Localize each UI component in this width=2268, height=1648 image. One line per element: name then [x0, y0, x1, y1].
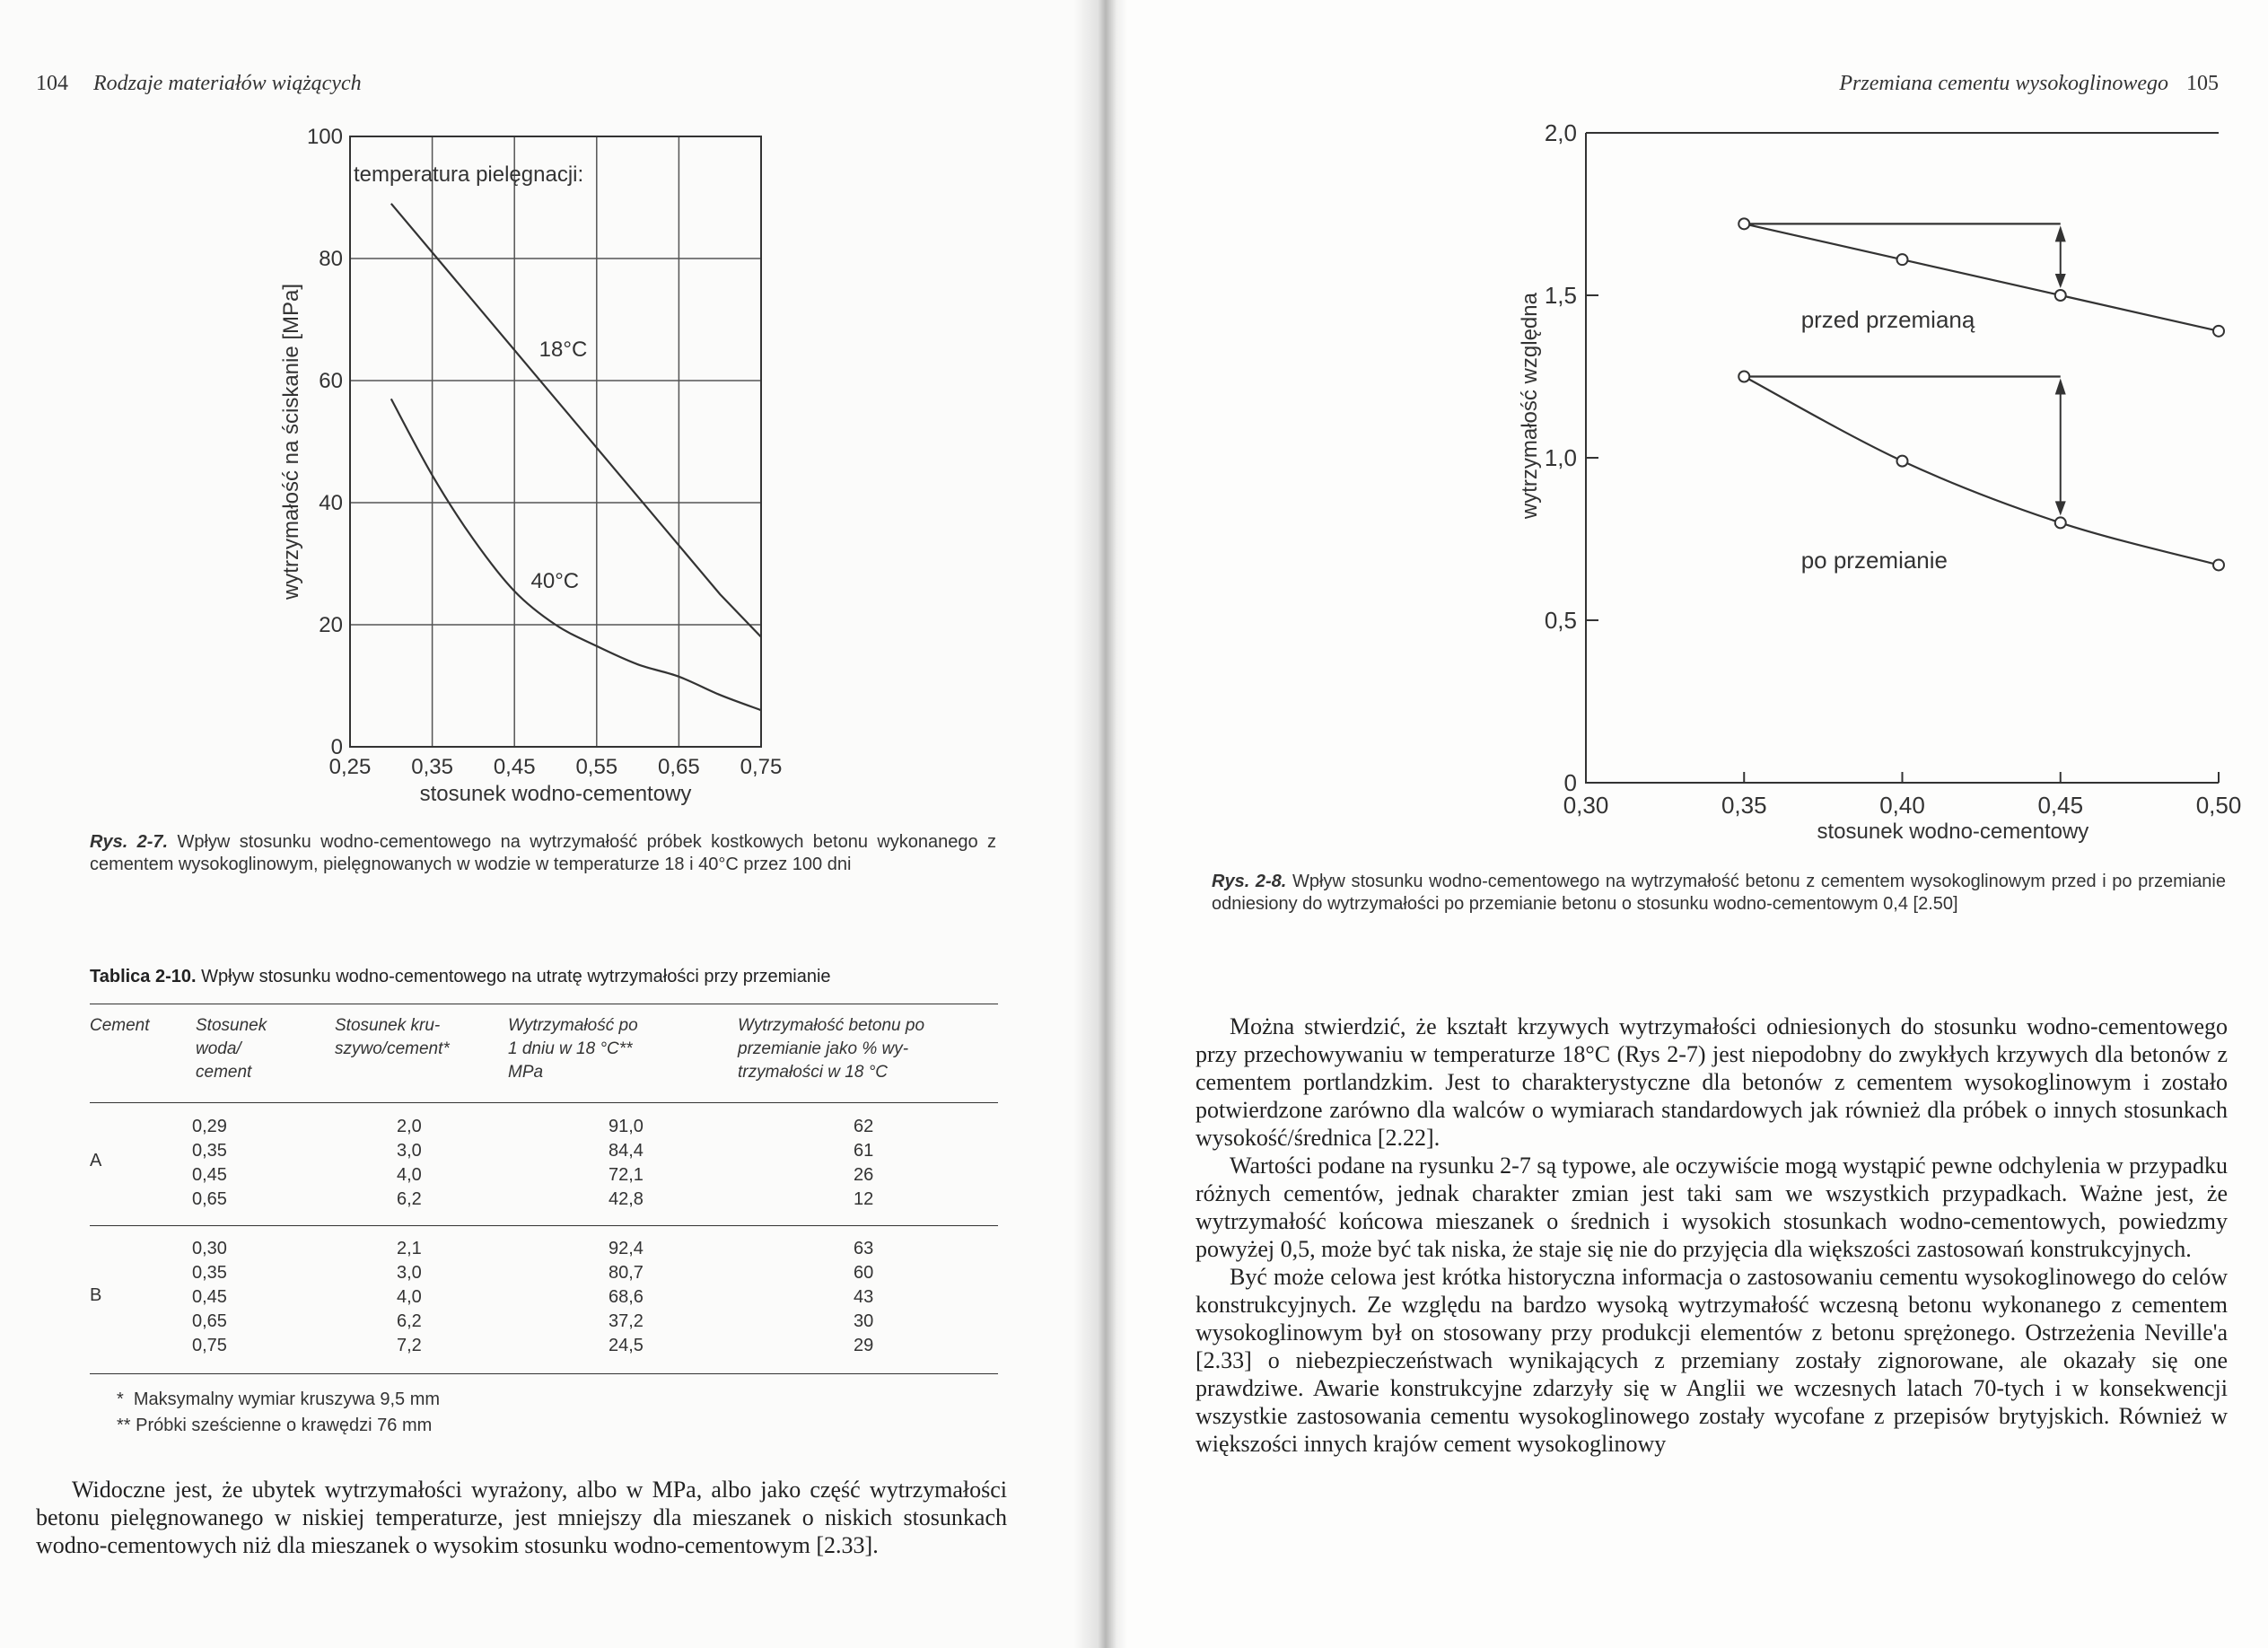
col-ac: [397, 1237, 422, 1358]
cell-value: 72,1: [609, 1165, 644, 1185]
th-after-line: trzymałości w 18 °C: [738, 1063, 889, 1082]
f7-y-tick-label: 20: [319, 613, 343, 637]
th-wc-line: Stosunek: [196, 1016, 267, 1035]
table-bottom-rule: [90, 1373, 998, 1374]
f8-point-before: [2213, 326, 2224, 337]
cell-value: 30: [854, 1311, 874, 1331]
figure-2-7-caption-text: Wpływ stosunku wodno-cementowego na wytrzymałość próbek kostkowych betonu wykonanego z cementem wysokoglinowym, pielęgnowanych w wodzie w temperaturze 18 i 40°C przez 100 dni: [90, 832, 997, 874]
cell-value: 24,5: [609, 1336, 644, 1355]
table-2-10-title-text: Wpływ stosunku wodno-cementowego na utratę wytrzymałości przy przemianie: [201, 967, 831, 986]
col-wc: [192, 1115, 227, 1212]
f7-y-ticks: [307, 125, 343, 759]
cell-cement: B: [90, 1285, 102, 1305]
cell-value: 2,1: [397, 1239, 422, 1258]
th-wc-line: woda/: [196, 1039, 241, 1058]
f7-y-axis-label: wytrzymałość na ściskanie [MPa]: [279, 283, 303, 600]
left-page-header: [36, 72, 362, 96]
cell-value: 61: [854, 1141, 874, 1161]
f8-arrowhead-up: [2055, 379, 2066, 395]
f8-point-after: [1897, 456, 1908, 467]
th-after-line: przemianie jako % wy-: [738, 1039, 909, 1058]
cell-value: 3,0: [397, 1263, 422, 1283]
f7-x-tick-label: 0,75: [740, 755, 783, 779]
col-after: [854, 1237, 873, 1358]
cell-value: 0,45: [192, 1287, 227, 1307]
cell-value: 0,65: [192, 1189, 227, 1209]
figure-2-7-chart: [251, 117, 826, 817]
cell-value: 7,2: [397, 1336, 422, 1355]
cell-value: 62: [854, 1117, 874, 1136]
th-ac-line: szywo/cement*: [335, 1039, 450, 1058]
f8-x-tick-label: 0,30: [1563, 792, 1609, 819]
th-after: [738, 1014, 924, 1084]
f7-y-tick-label: 60: [319, 369, 343, 393]
cell-value: 0,65: [192, 1311, 227, 1331]
table-header-rule: [90, 1102, 998, 1103]
f8-y-tick-label: 0: [1563, 769, 1577, 796]
figure-2-8-caption: [1212, 871, 2226, 916]
f8-arrowhead-down: [2055, 274, 2066, 288]
col-strength: [609, 1237, 644, 1358]
page-number-right: 105: [2186, 72, 2219, 95]
right-body-text: [1195, 1012, 2228, 1458]
f8-y-tick-label: 0,5: [1544, 607, 1577, 634]
th-ac: [335, 1014, 450, 1061]
cell-value: 4,0: [397, 1287, 422, 1307]
f8-x-tick-label: 0,35: [1721, 792, 1767, 819]
f7-x-tick-label: 0,45: [493, 755, 536, 779]
f8-x-tick-label: 0,50: [2195, 792, 2242, 819]
cell-value: 63: [854, 1239, 874, 1258]
f8-series: [1586, 133, 2224, 570]
f7-y-tick-label: 0: [330, 735, 343, 759]
f7-x-ticks: [329, 755, 783, 779]
f8-y-tick-label: 2,0: [1544, 119, 1577, 146]
f8-y-axis-label: wytrzymałość względna: [1518, 293, 1542, 520]
book-gutter-shadow: [1073, 0, 1127, 1648]
th-strength: [508, 1014, 638, 1084]
cell-value: 43: [854, 1287, 874, 1307]
f8-y-ticks: [1545, 119, 1598, 796]
f7-label-18c: 18°C: [539, 337, 588, 362]
f8-point-before: [2055, 290, 2066, 301]
f7-series-40c-line: [391, 399, 761, 710]
cell-value: 60: [854, 1263, 874, 1283]
f8-y-tick-label: 1,0: [1544, 444, 1577, 471]
f7-x-tick-label: 0,25: [328, 755, 372, 779]
f8-x-tick-label: 0,45: [2037, 792, 2084, 819]
f8-point-after: [2213, 559, 2224, 570]
footnote-1: * Maksymalny wymiar kruszywa 9,5 mm: [117, 1389, 441, 1409]
cell-value: 26: [854, 1165, 874, 1185]
running-title-right: Przemiana cementu wysokoglinowego: [1839, 72, 2168, 95]
cell-value: 91,0: [609, 1117, 644, 1136]
f8-x-axis-label: stosunek wodno-cementowy: [1817, 820, 2089, 844]
cell-value: 42,8: [609, 1189, 644, 1209]
cell-value: 37,2: [609, 1311, 644, 1331]
f8-point-before: [1738, 218, 1749, 229]
right-paragraph-1: Można stwierdzić, że kształt krzywych wytrzymałości odniesionych do stosunku wodno-cementowego przy przechowywaniu w temperaturze 18°C (Rys 2-7) jest niepodobny do zwykłych krzywych dla betonów z cementem portlandzkim. Jest to charakterystyczne dla betonów z cementem wysokoglinowym i zostało potwierdzone zarówno dla walców o wymiarach standardowych jak również dla próbek o innych stosunkach wysokość/średnica [2.22].: [1195, 1013, 2228, 1151]
left-page: [0, 0, 1097, 1648]
f7-legend-title: temperatura pielęgnacji:: [354, 162, 584, 187]
th-strength-line: Wytrzymałość po: [508, 1016, 638, 1035]
cell-value: 6,2: [397, 1311, 422, 1331]
f7-series: [391, 204, 761, 710]
cell-value: 0,35: [192, 1263, 227, 1283]
cell-value: 0,75: [192, 1336, 227, 1355]
th-strength-line: MPa: [508, 1063, 544, 1082]
cell-value: 0,45: [192, 1165, 227, 1185]
cell-value: 0,35: [192, 1141, 227, 1161]
cell-cement: A: [90, 1151, 102, 1170]
cell-value: 2,0: [397, 1117, 422, 1136]
right-page: [1097, 0, 2268, 1648]
footnote-2: ** Próbki sześcienne o krawędzi 76 mm: [117, 1416, 433, 1435]
col-wc: [192, 1237, 227, 1358]
col-after: [854, 1115, 873, 1212]
table-2-10-label: Tablica 2-10.: [90, 967, 197, 986]
th-wc-line: cement: [196, 1063, 252, 1082]
cell-value: 92,4: [609, 1239, 644, 1258]
f7-label-40c: 40°C: [530, 569, 580, 594]
th-after-line: Wytrzymałość betonu po: [738, 1016, 925, 1035]
cell-value: 3,0: [397, 1141, 422, 1161]
right-paragraph-2: Wartości podane na rysunku 2-7 są typowe, ale oczywiście mogą wystąpić pewne odchylenia w przypadku różnych cementów, jednak charakter zmian jest taki sam we wszystkich przypadkach. Ważne jest, że wytrzymałość końcowa mieszanek o średnich i wysokich stosunkach wodno-cementowych, powiedzmy powyżej 0,5, może być tak niska, że staje się nie do przyjęcia dla większości zastosowań konstrukcyjnych.: [1195, 1153, 2228, 1262]
f7-x-axis-label: stosunek wodno-cementowy: [419, 782, 692, 806]
f8-label-after: po przemianie: [1800, 547, 1948, 574]
f8-label-before: przed przemianą: [1800, 306, 1975, 334]
f8-arrowhead-down: [2055, 501, 2066, 515]
cell-value: 80,7: [609, 1263, 644, 1283]
cell-value: 0,30: [192, 1239, 227, 1258]
f7-y-tick-label: 40: [319, 491, 343, 515]
page-number-left: 104: [36, 72, 68, 95]
th-wc: [196, 1014, 267, 1084]
th-ac-line: Stosunek kru-: [335, 1016, 441, 1035]
f7-y-tick-label: 100: [306, 125, 343, 149]
table-footnotes: [117, 1387, 440, 1439]
cell-value: 12: [854, 1189, 874, 1209]
f8-series-after-line: [1744, 377, 2219, 565]
cell-value: 84,4: [609, 1141, 644, 1161]
right-page-header: [1716, 72, 2219, 96]
cell-value: 0,29: [192, 1117, 227, 1136]
f8-x-ticks: [1563, 772, 2242, 819]
figure-2-7-caption-label: Rys. 2-7.: [90, 832, 169, 852]
f7-y-tick-label: 80: [319, 247, 343, 271]
f8-point-after: [2055, 517, 2066, 528]
table-group-rule: [90, 1225, 998, 1226]
table-2-10-title: [90, 967, 831, 987]
th-cement: Cement: [90, 1016, 150, 1035]
col-strength: [609, 1115, 644, 1212]
cell-value: 29: [854, 1336, 874, 1355]
f8-arrowhead-up: [2055, 225, 2066, 241]
col-ac: [397, 1115, 422, 1212]
f8-point-after: [1738, 372, 1749, 382]
f7-x-tick-label: 0,65: [658, 755, 700, 779]
figure-2-8-caption-text: Wpływ stosunku wodno-cementowego na wytrzymałość betonu z cementem wysokoglinowym przed i po przemianie odniesiony do wytrzymałości po przemianie betonu o stosunku wodno-cementowym 0,4 [2.50]: [1212, 872, 2227, 914]
figure-2-7-caption: [90, 831, 996, 876]
running-title-left: Rodzaje materiałów wiążących: [93, 72, 362, 95]
f8-point-before: [1897, 254, 1908, 265]
cell-value: 68,6: [609, 1287, 644, 1307]
right-paragraph-3: Być może celowa jest krótka historyczna informacja o zastosowaniu cementu wysokoglinowego do celów konstrukcyjnych. Ze względu na bardzo wysoką wytrzymałość wczesną betonu wykonanego z cementem wysokoglinowym był on stosowany przy produkcji elementów z betonu sprężonego. Ostrzeżenia Neville'a [2.33] o niebezpieczeństwach wynikających z przemiany zostały zignorowane, ale okazały się one prawdziwe. Awarie konstrukcyjne zdarzyły się w Anglii we wczesnych latach 70-tych i w konsekwencji wszystkie zastosowania cementu wysokoglinowego zostały wycofane z przepisów brytyjskich. Również w większości innych krajów cement wysokoglinowy: [1195, 1264, 2228, 1457]
f7-x-tick-label: 0,35: [411, 755, 453, 779]
th-strength-line: 1 dniu w 18 °C**: [508, 1039, 633, 1058]
f8-x-tick-label: 0,40: [1879, 792, 1925, 819]
f8-y-tick-label: 1,5: [1544, 282, 1577, 309]
f7-x-tick-label: 0,55: [575, 755, 618, 779]
left-body-text: [36, 1476, 1007, 1559]
figure-2-8-chart: [1276, 108, 2246, 853]
cell-value: 4,0: [397, 1165, 422, 1185]
cell-value: 6,2: [397, 1189, 422, 1209]
left-paragraph: Widoczne jest, że ubytek wytrzymałości wyrażony, albo w MPa, albo jako część wytrzymałości betonu pielęgnowanego w niskiej temperaturze, jest mniejszy dla mieszanek o niskich stosunkach wodno-cementowych niż dla mieszanek o wysokim stosunku wodno-cementowym [2.33].: [36, 1477, 1007, 1558]
figure-2-8-caption-label: Rys. 2-8.: [1212, 872, 1287, 891]
